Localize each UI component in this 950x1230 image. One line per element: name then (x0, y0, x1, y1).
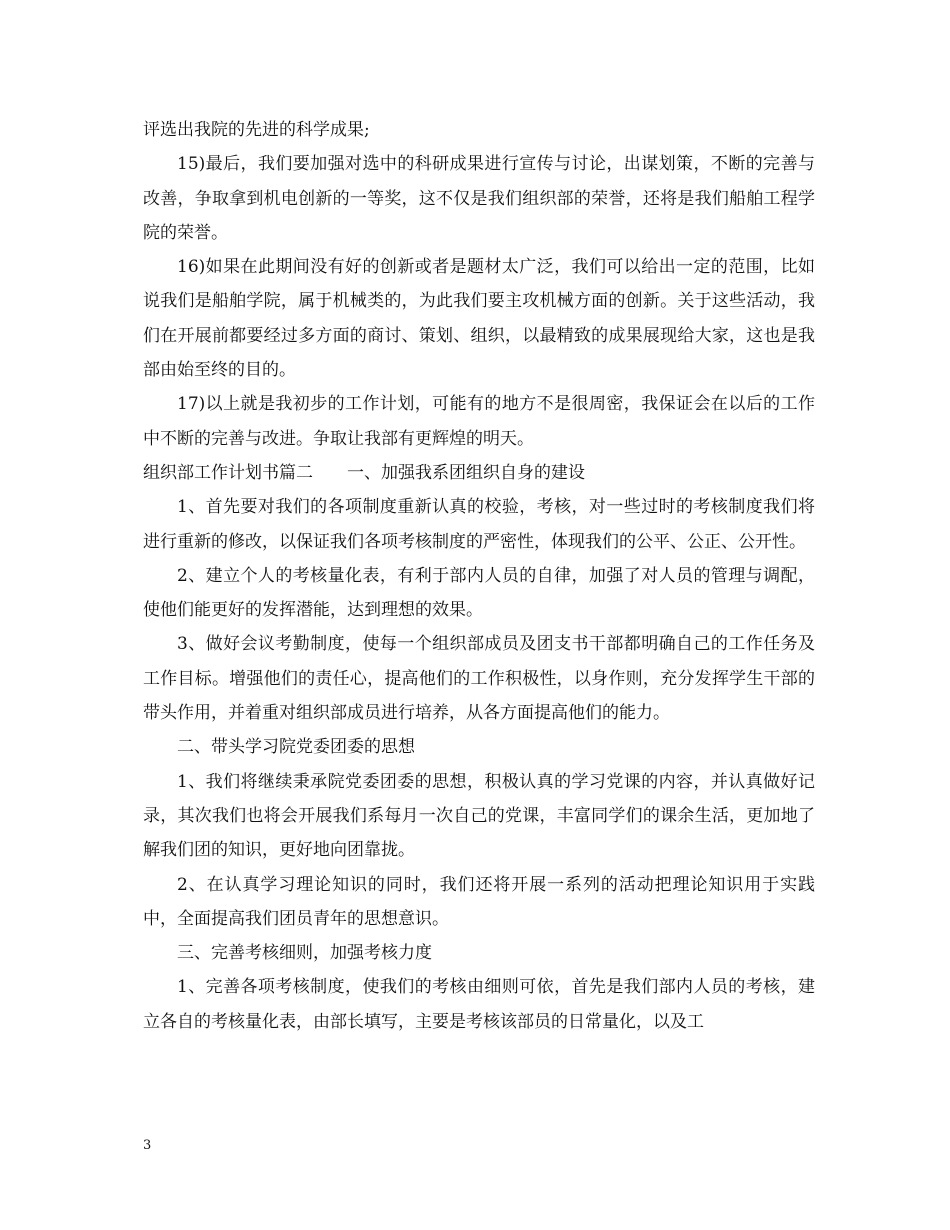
page-number: 3 (143, 1138, 152, 1153)
paragraph-6: 2、建立个人的考核量化表，有利于部内人员的自律，加强了对人员的管理与调配，使他们能更好的发挥潜能，达到理想的效果。 (143, 565, 815, 621)
paragraph-5: 1、首先要对我们的各项制度重新认真的校验，考核，对一些过时的考核制度我们将进行重新的修改，以保证我们各项考核制度的严密性，体现我们的公平、公正、公开性。 (143, 497, 815, 552)
paragraph-7: 3、做好会议考勤制度，使每一个组织部成员及团支书干部都明确自己的工作任务及工作目标。增强他们的责任心，提高他们的工作积极性，以身作则，充分发挥学生干部的带头作用，并着重对组织部成员进行培养，从各方面提高他们的能力。 (143, 634, 815, 724)
section-heading-2: 二、带头学习院党委团委的思想 (177, 737, 415, 758)
document-body (143, 113, 815, 1039)
paragraph-9: 2、在认真学习理论知识的同时，我们还将开展一系列的活动把理论知识用于实践中，全面提高我们团员青年的思想意识。 (143, 874, 815, 929)
section-heading-row (143, 456, 815, 490)
section-heading: 一、加强我系团组织自身的建设 (347, 462, 585, 483)
paragraph-1: 评选出我院的先进的科学成果; (143, 120, 370, 140)
paragraph-4: 17)以上就是我初步的工作计划，可能有的地方不是很周密，我保证会在以后的工作中不断的完善与改进。争取让我部有更辉煌的明天。 (143, 394, 815, 449)
paragraph-3: 16)如果在此期间没有好的创新或者是题材太广泛，我们可以给出一定的范围，比如说我们是船舶学院，属于机械类的，为此我们要主攻机械方面的创新。关于这些活动，我们在开展前都要经过多方面的商讨、策划、组织，以最精致的成果展现给大家，这也是我部由始至终的目的。 (143, 257, 815, 381)
document-section-title: 组织部工作计划书篇二 (143, 462, 313, 483)
paragraph-2: 15)最后，我们要加强对选中的科研成果进行宣传与讨论，出谋划策，不断的完善与改善，争取拿到机电创新的一等奖，这不仅是我们组织部的荣誉，还将是我们船舶工程学院的荣誉。 (143, 154, 815, 243)
section-heading-3: 三、完善考核细则，加强考核力度 (177, 943, 432, 964)
paragraph-10: 1、完善各项考核制度，使我们的考核由细则可依，首先是我们部内人员的考核，建立各自的考核量化表，由部长填写，主要是考核该部员的日常量化，以及工 (143, 977, 815, 1032)
paragraph-8: 1、我们将继续秉承院党委团委的思想，积极认真的学习党课的内容，并认真做好记录，其次我们也将会开展我们系每月一次自己的党课，丰富同学们的课余生活，更加地了解我们团的知识，更好地向团靠拢。 (143, 771, 815, 861)
